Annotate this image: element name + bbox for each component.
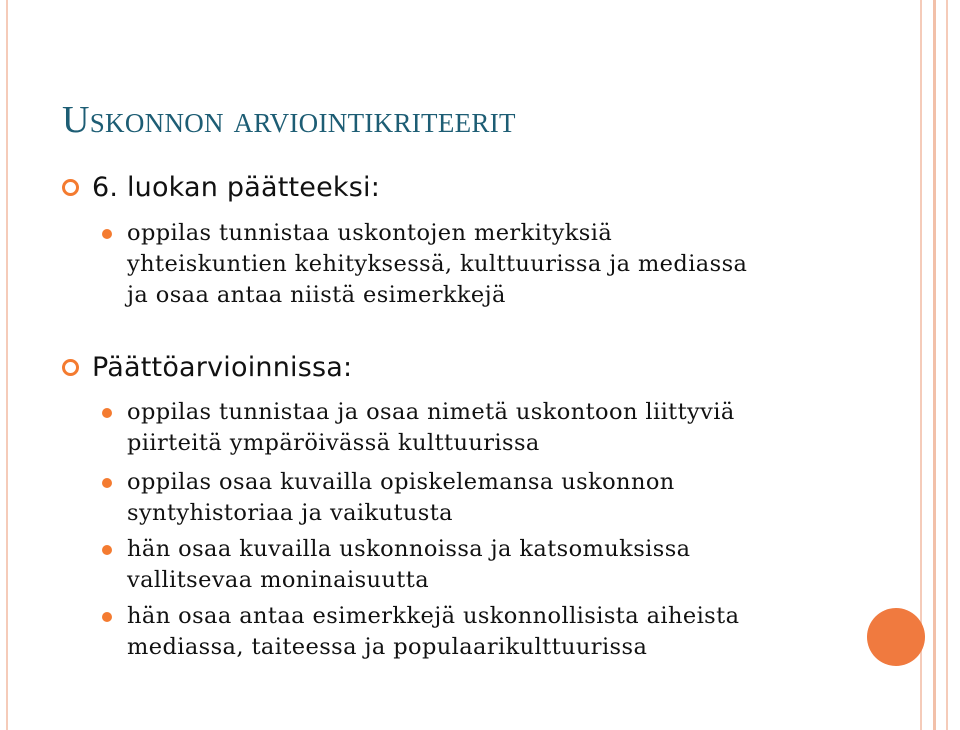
list-item	[102, 467, 675, 529]
dot-bullet-icon	[102, 408, 112, 418]
dot-bullet-icon	[102, 612, 112, 622]
list-item-line: oppilas tunnistaa ja osaa nimetä uskontoon liittyviä	[127, 399, 735, 425]
list-item-line: oppilas tunnistaa uskontojen merkityksiä	[127, 220, 613, 246]
left-border-line	[6, 0, 8, 730]
list-item	[102, 397, 735, 459]
ring-bullet-icon	[62, 359, 79, 376]
section-heading-label: 6. luokan päätteeksi:	[92, 172, 381, 203]
ring-bullet-icon	[62, 179, 79, 196]
list-item-line: mediassa, taiteessa ja populaarikulttuurissa	[127, 634, 648, 660]
list-item	[102, 601, 739, 663]
list-item-line: hän osaa antaa esimerkkejä uskonnollisista aiheista	[127, 603, 740, 629]
dot-bullet-icon	[102, 229, 112, 239]
list-item-line: oppilas osaa kuvailla opiskelemansa uskonnon	[127, 469, 675, 495]
section-heading-final	[62, 352, 352, 383]
section-heading-grade6	[62, 172, 380, 203]
slide-title: Uskonnon arviointikriteerit	[62, 99, 516, 141]
list-item-line: piirteitä ympäröivässä kulttuurissa	[127, 430, 540, 456]
list-item	[102, 534, 690, 596]
list-item	[102, 218, 747, 311]
dot-bullet-icon	[102, 478, 112, 488]
right-border-line-2	[933, 0, 936, 730]
list-item-line: syntyhistoriaa ja vaikutusta	[127, 500, 453, 526]
right-border-line-3	[946, 0, 948, 730]
section-heading-label: Päättöarvioinnissa:	[92, 352, 353, 383]
list-item-line: ja osaa antaa niistä esimerkkejä	[127, 282, 506, 308]
list-item-line: yhteiskuntien kehityksessä, kulttuurissa ja mediassa	[127, 251, 748, 277]
dot-bullet-icon	[102, 545, 112, 555]
list-item-line: vallitsevaa moninaisuutta	[127, 567, 430, 593]
list-item-line: hän osaa kuvailla uskonnoissa ja katsomuksissa	[127, 536, 691, 562]
accent-circle	[867, 608, 925, 666]
